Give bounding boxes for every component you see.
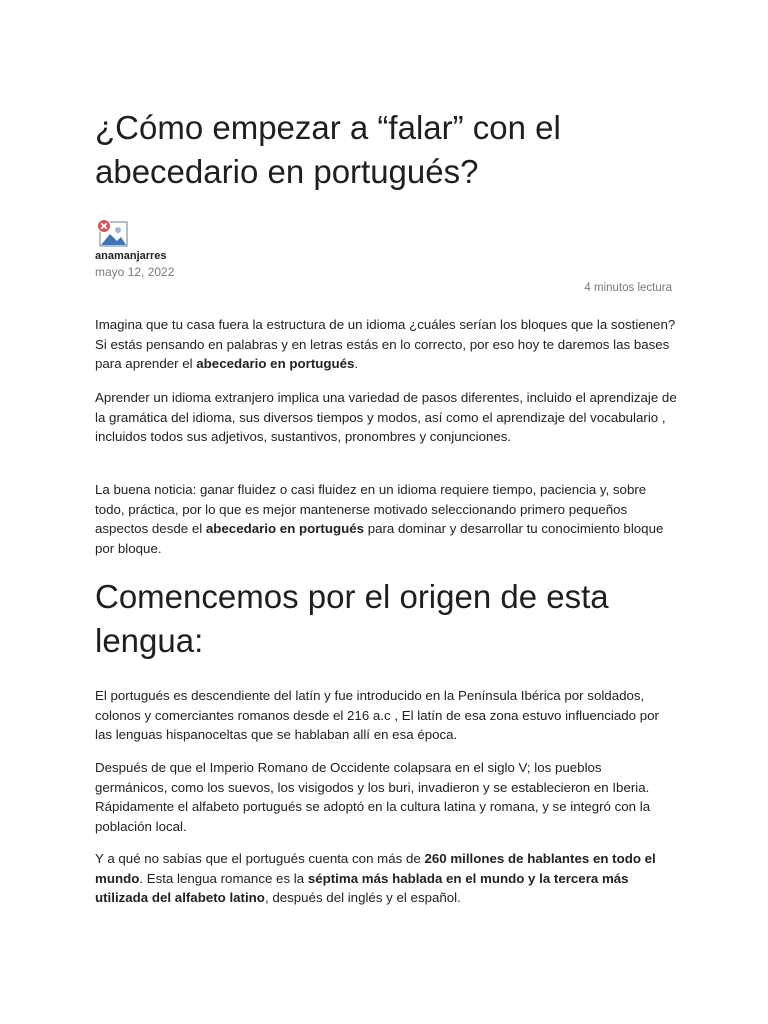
emphasis-text: abecedario en portugués <box>196 356 355 371</box>
broken-image-icon <box>96 218 129 248</box>
paragraph-text: La buena noticia: ganar fluidez o casi fluidez en un idioma requiere tiempo, paciencia y, sobre todo, práctica, por lo que es mejor mantenerse motivado seleccionando primero pequeños aspectos desde el <box>95 482 647 536</box>
emphasis-text: abecedario en portugués <box>205 521 365 536</box>
section-paragraph <box>95 686 677 745</box>
emphasis-text: séptima más hablada en el mundo y la tercera más utilizada del alfabeto latino <box>95 870 629 905</box>
paragraph-text: Después de que el Imperio Romano de Occidente colapsara en el siglo V; los pueblos germánicos, como los suevos, los visigodos y los buri, invadieron y se establecieron en Iberia. Rápidamente el alfabeto portugués se adoptó en la cultura latina y romana, y se integró con la población local. <box>95 760 651 834</box>
paragraph-text: , después del inglés y el español. <box>264 890 461 905</box>
intro-paragraph <box>95 315 677 374</box>
emphasis-text: 260 millones de hablantes en todo el mundo <box>95 851 656 886</box>
paragraph-text: Imagina que tu casa fuera la estructura de un idioma ¿cuáles serían los bloques que la sostienen? Si estás pensando en palabras y en letras estás en lo correcto, por eso hoy te daremos las bases para aprender el <box>95 317 676 371</box>
publish-date: mayo 12, 2022 <box>95 265 175 279</box>
article-title: ¿Cómo empezar a “falar” con el abecedario en portugués? <box>95 109 561 190</box>
intro-paragraph <box>95 388 677 447</box>
paragraph-text: . Esta lengua romance es la <box>139 870 308 886</box>
section-paragraph <box>95 849 677 908</box>
section-paragraph <box>95 758 677 836</box>
intro-paragraph <box>95 480 677 558</box>
paragraph-text: . <box>354 356 359 371</box>
section-heading: Comencemos por el origen de esta lengua: <box>95 578 609 659</box>
paragraph-text: El portugués es descendiente del latín y fue introducido en la Península Ibérica por soldados, colonos y comerciantes romanos desde el 216 a.c , El latín de esa zona estuvo influenciado por las lenguas hispanoceltas que se hablaban allí en esa época. <box>95 688 659 742</box>
read-time: 4 minutos lectura <box>584 282 672 294</box>
paragraph-text: Aprender un idioma extranjero implica una variedad de pasos diferentes, incluido el aprendizaje de la gramática del idioma, sus diversos tiempos y modos, así como el aprendizaje del vocabulario , incluidos todos sus adjetivos, sustantivos, pronombres y conjunciones. <box>95 390 677 444</box>
author-avatar[interactable] <box>96 218 129 248</box>
paragraph-text: para dominar y desarrollar tu conocimiento bloque por bloque. <box>95 521 664 556</box>
paragraph-text: Y a qué no sabías que el portugués cuenta con más de <box>95 851 425 866</box>
author-name[interactable]: anamanjarres <box>95 250 167 262</box>
